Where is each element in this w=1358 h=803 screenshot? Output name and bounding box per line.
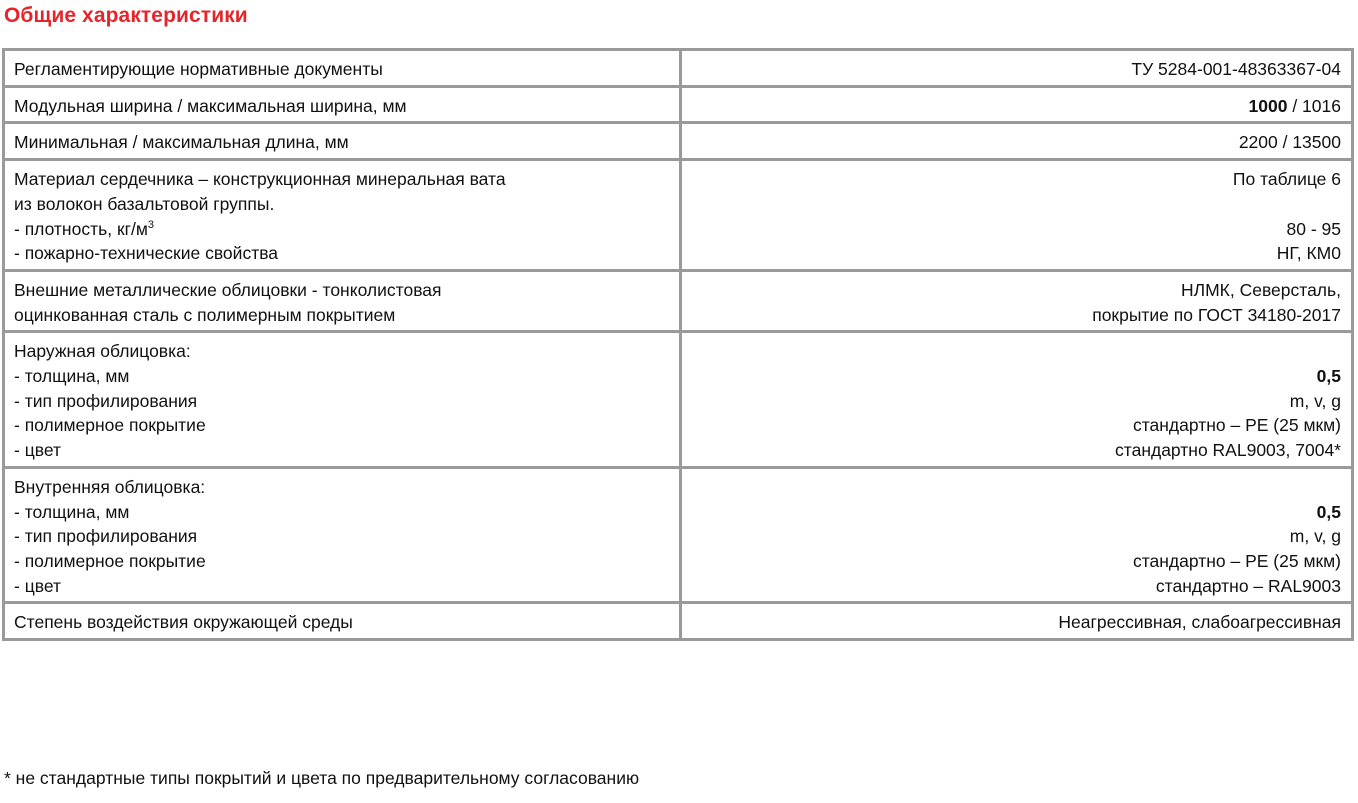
table-row — [4, 123, 1353, 160]
characteristics-table — [2, 48, 1354, 641]
label-line: - толщина, мм — [14, 366, 130, 387]
value-line: стандартно RAL9003, 7004* — [1115, 440, 1341, 461]
row-value — [681, 50, 1353, 87]
value-line: НЛМК, Северсталь, — [1180, 279, 1341, 300]
density-label: - плотность, кг/м — [14, 218, 148, 239]
value-line: покрытие по ГОСТ 34180-2017 — [1092, 304, 1341, 325]
label-line: Внутренняя облицовка: — [14, 476, 206, 497]
label-line: Минимальная / максимальная длина, мм — [14, 132, 349, 153]
value-line: ТУ 5284-001-48363367-04 — [1131, 59, 1341, 79]
value-line: По таблице 6 — [1232, 169, 1341, 190]
row-label — [4, 50, 681, 87]
row-value — [681, 160, 1353, 271]
label-line: - пожарно-технические свойства — [14, 243, 279, 264]
label-line: - цвет — [14, 575, 61, 596]
label-line: - полимерное покрытие — [14, 550, 206, 571]
table-row — [4, 160, 1353, 271]
value-line: 0,5 — [1316, 501, 1341, 522]
cubic-superscript: 3 — [147, 218, 154, 231]
table-row — [4, 332, 1353, 468]
row-label — [4, 467, 681, 603]
label-line: - тип профилирования — [14, 390, 198, 411]
value-line: 2200 / 13500 — [1238, 132, 1341, 153]
label-line: - толщина, мм — [14, 501, 130, 522]
label-line — [14, 217, 670, 242]
label-line: - тип профилирования — [14, 526, 198, 547]
value-line — [691, 192, 1341, 217]
modular-width-value: 1000 — [1248, 95, 1288, 116]
row-label — [4, 270, 681, 331]
value-line: 80 - 95 — [1286, 218, 1341, 239]
value-line: НГ, КМ0 — [1276, 243, 1341, 264]
label-line: Регламентирующие нормативные документы — [14, 59, 383, 79]
row-value — [681, 603, 1353, 640]
row-label — [4, 123, 681, 160]
value-line — [691, 475, 1341, 500]
table-row — [4, 86, 1353, 123]
value-line: стандартно – RAL9003 — [1155, 575, 1341, 596]
table-row — [4, 603, 1353, 640]
label-line: оцинкованная сталь с полимерным покрытием — [14, 304, 396, 325]
table-row — [4, 467, 1353, 603]
row-value — [681, 467, 1353, 603]
label-line: Внешние металлические облицовки - тонколистовая — [14, 279, 442, 300]
value-line: Неагрессивная, слабоагрессивная — [1058, 612, 1341, 633]
label-line: Наружная облицовка: — [14, 341, 191, 362]
table-row — [4, 270, 1353, 331]
footnote: * не стандартные типы покрытий и цвета по предварительному согласованию — [4, 768, 640, 788]
row-label — [4, 86, 681, 123]
label-line: Модульная ширина / максимальная ширина, мм — [14, 95, 407, 116]
label-line: - полимерное покрытие — [14, 415, 206, 436]
value-line — [691, 339, 1341, 364]
value-line: m, v, g — [1289, 390, 1341, 411]
label-line: - цвет — [14, 440, 61, 461]
label-line: из волокон базальтовой группы. — [14, 193, 275, 214]
row-label — [4, 332, 681, 468]
row-value — [681, 270, 1353, 331]
row-value — [681, 86, 1353, 123]
row-value — [681, 332, 1353, 468]
max-width-value: / 1016 — [1287, 95, 1341, 116]
row-label — [4, 160, 681, 271]
value-line: стандартно – PE (25 мкм) — [1132, 415, 1341, 436]
page-title: Общие характеристики — [4, 4, 248, 27]
value-line: m, v, g — [1289, 526, 1341, 547]
value-line: стандартно – PE (25 мкм) — [1132, 550, 1341, 571]
value-line: 0,5 — [1316, 366, 1341, 387]
value-line — [691, 94, 1341, 119]
row-label — [4, 603, 681, 640]
label-line: Степень воздействия окружающей среды — [14, 612, 353, 633]
table-row — [4, 50, 1353, 87]
row-value — [681, 123, 1353, 160]
label-line: Материал сердечника – конструкционная минеральная вата — [14, 169, 506, 190]
